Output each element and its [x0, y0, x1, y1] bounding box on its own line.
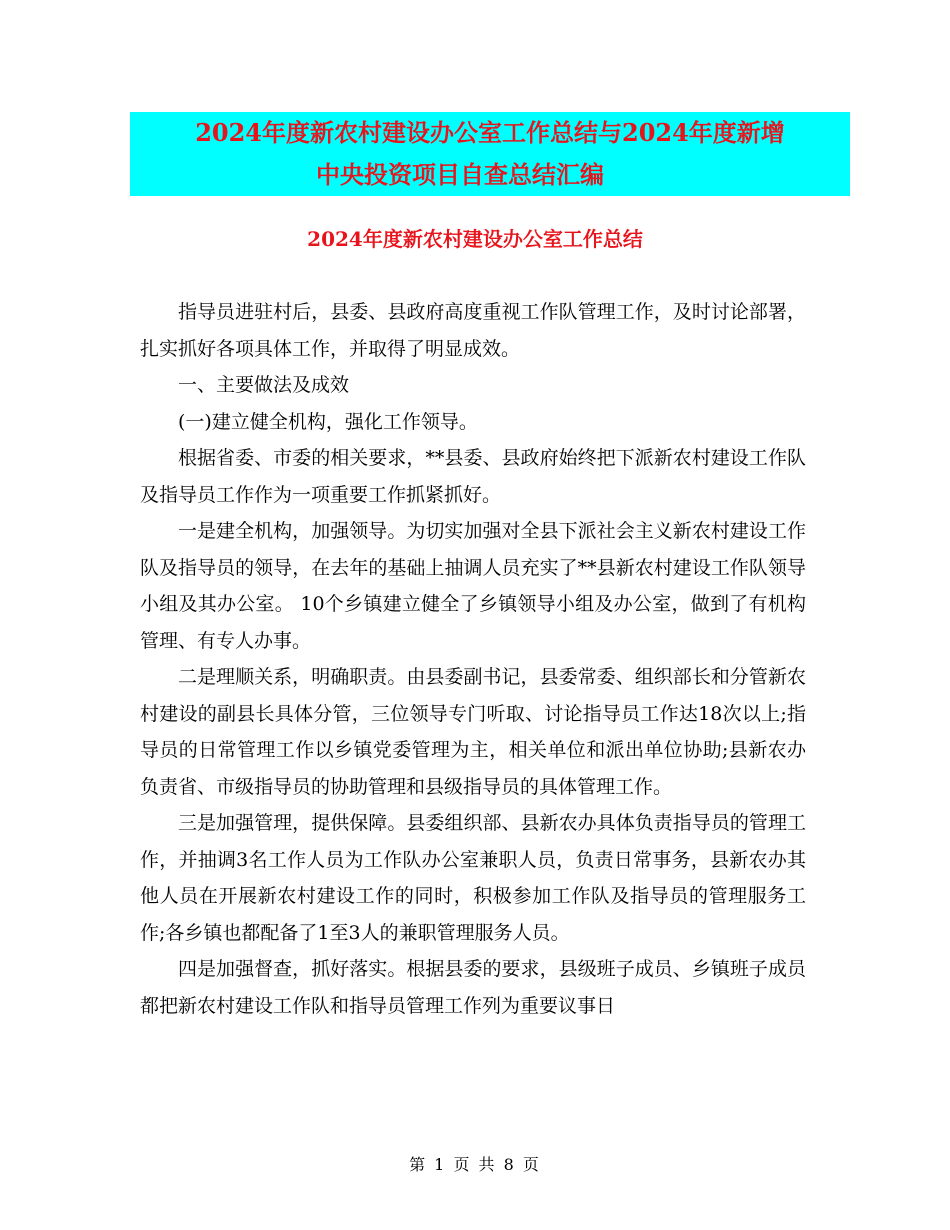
body-text — [140, 294, 806, 1024]
paragraph: 指导员进驻村后，县委、县政府高度重视工作队管理工作，及时讨论部署，扎实抓好各项具体工作，并取得了明显成效。 — [140, 301, 806, 360]
paragraph: 一、主要做法及成效 — [178, 374, 350, 396]
paragraph: 二是理顺关系，明确职责。由县委副书记，县委常委、组织部长和分管新农村建设的副县长具体分管，三位领导专门听取、讨论指导员工作达18次以上;指导员的日常管理工作以乡镇党委管理为主，相关单位和派出单位协助;县新农办负责省、市级指导员的协助管理和县级指导员的具体管理工作。 — [140, 666, 806, 798]
title-line-2: 中央投资项目自查总结汇编 — [316, 160, 604, 189]
section-title: 2024年度新农村建设办公室工作总结 — [307, 227, 643, 251]
document-title — [130, 112, 850, 196]
page-footer: 第 1 页 共 8 页 — [409, 1155, 541, 1174]
paragraph: 根据省委、市委的相关要求，**县委、县政府始终把下派新农村建设工作队及指导员工作作为一项重要工作抓紧抓好。 — [140, 447, 806, 506]
paragraph: 四是加强督查，抓好落实。根据县委的要求，县级班子成员、乡镇班子成员都把新农村建设工作队和指导员管理工作列为重要议事日 — [140, 958, 806, 1017]
paragraph: (一)建立健全机构，强化工作领导。 — [178, 410, 478, 433]
paragraph: 一是建全机构，加强领导。为切实加强对全县下派社会主义新农村建设工作队及指导员的领导，在去年的基础上抽调人员充实了**县新农村建设工作队领导小组及其办公室。 10个乡镇建立健全了乡镇领导小组及办公室，做到了有机构管理、有专人办事。 — [140, 520, 806, 652]
title-line-1: 2024年度新农村建设办公室工作总结与2024年度新增 — [195, 118, 785, 147]
paragraph: 三是加强管理，提供保障。县委组织部、县新农办具体负责指导员的管理工作，并抽调3名工作人员为工作队办公室兼职人员，负责日常事务，县新农办其他人员在开展新农村建设工作的同时，积极参加工作队及指导员的管理服务工作;各乡镇也都配备了1至3人的兼职管理服务人员。 — [140, 812, 806, 944]
